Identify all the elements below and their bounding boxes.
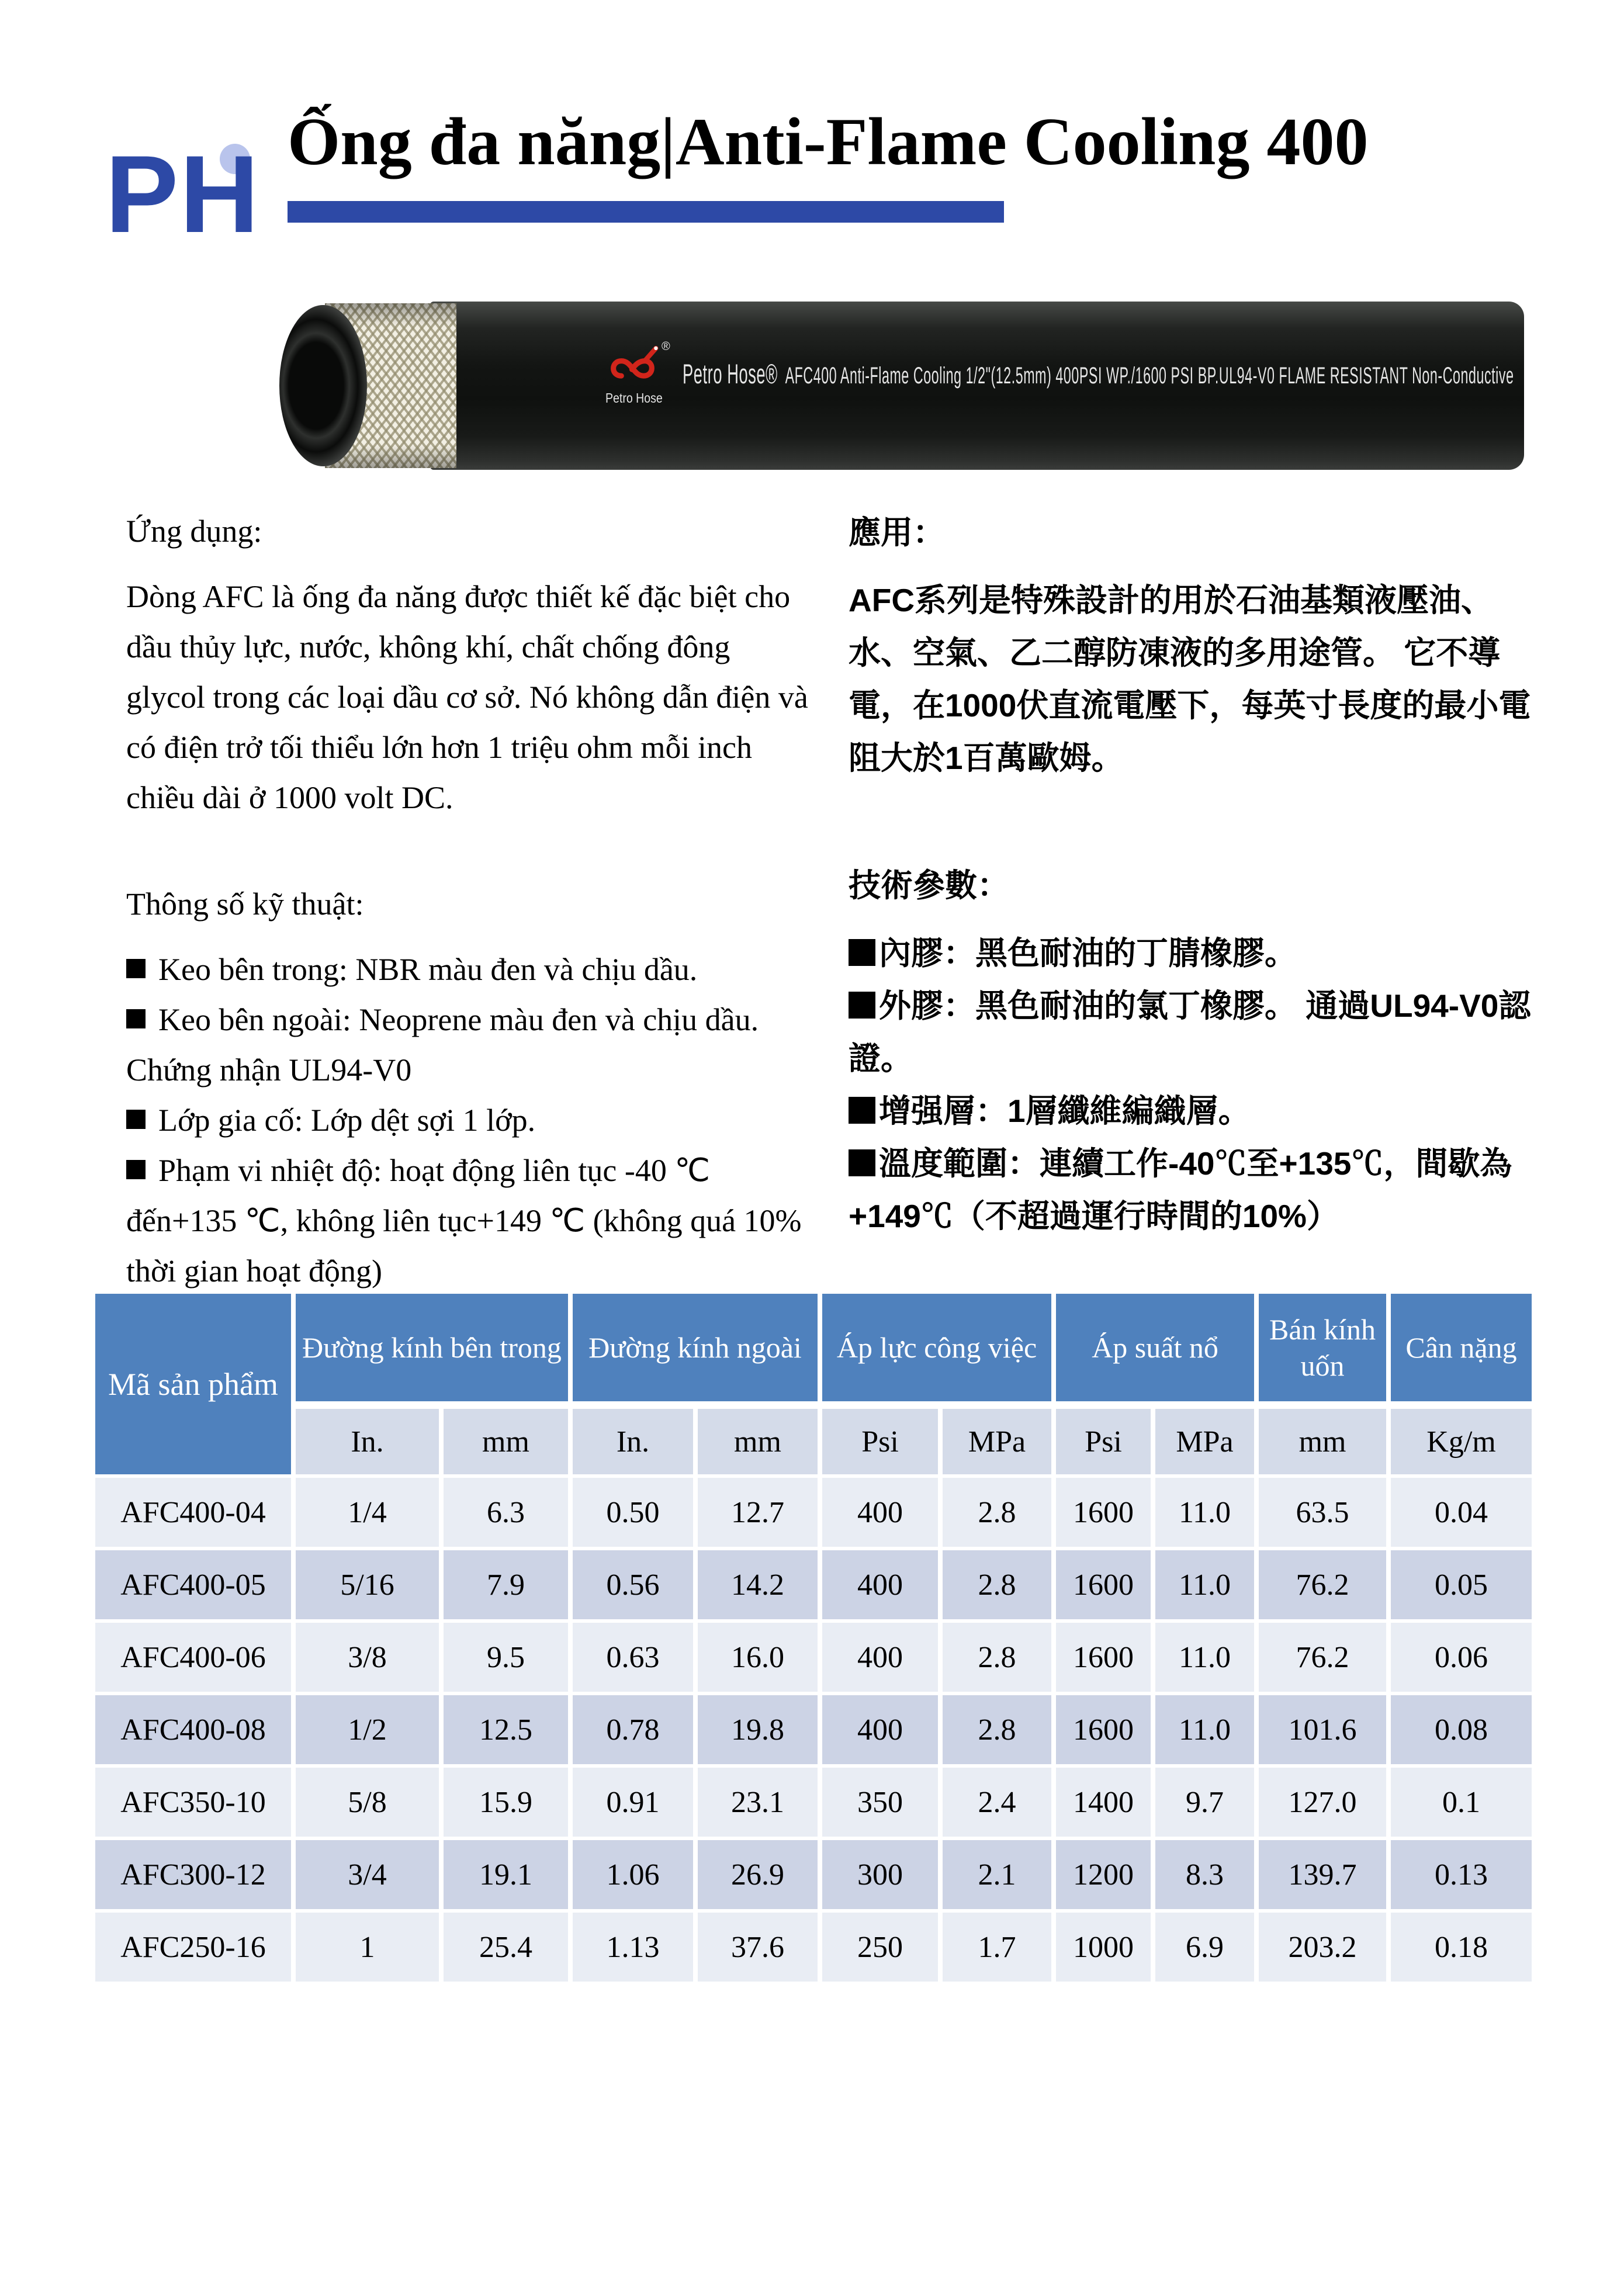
bullet-text: 內膠：黑色耐油的丁腈橡膠。 bbox=[879, 935, 1297, 971]
table-cell: 2.8 bbox=[943, 1478, 1056, 1550]
table-cell: 250 bbox=[822, 1913, 943, 1985]
table-cell: 0.91 bbox=[573, 1768, 698, 1840]
product-image bbox=[279, 302, 1524, 470]
table-row bbox=[95, 1478, 1536, 1550]
table-cell: 23.1 bbox=[698, 1768, 822, 1840]
table-cell: 12.5 bbox=[444, 1695, 573, 1768]
product-code-cell: AFC350-10 bbox=[95, 1768, 296, 1840]
table-cell: 1 bbox=[296, 1913, 444, 1985]
bullet-text: Phạm vi nhiệt độ: hoạt động liên tục -40 ℃ đến+135 ℃, không liên tục+149 ℃ (không quá 10% thời gian hoạt động) bbox=[126, 1153, 802, 1288]
table-unit-cell: mm bbox=[1259, 1409, 1391, 1478]
table-cell: 5/8 bbox=[296, 1768, 444, 1840]
table-cell: 63.5 bbox=[1259, 1478, 1391, 1550]
table-cell: 11.0 bbox=[1155, 1478, 1259, 1550]
bullet-square-icon bbox=[849, 939, 875, 966]
table-cell: 2.8 bbox=[943, 1695, 1056, 1768]
page-title: Ống đa năng|Anti-Flame Cooling 400 bbox=[288, 105, 1369, 179]
spec-bullet bbox=[849, 1137, 1537, 1242]
table-cell: 0.04 bbox=[1391, 1478, 1536, 1550]
table-cell: 0.18 bbox=[1391, 1913, 1536, 1985]
table-cell: 9.5 bbox=[444, 1623, 573, 1695]
spec-bullet bbox=[849, 979, 1537, 1085]
hose-print-spec: AFC400 Anti-Flame Cooling 1/2"(12.5mm) 400PSI WP./1600 PSI BP.UL94-V0 FLAME RESISTANT Non-Conductive bbox=[785, 363, 1514, 389]
chinese-column bbox=[849, 506, 1537, 1242]
logo-text: PH bbox=[105, 133, 261, 255]
table-cell: 1600 bbox=[1056, 1623, 1155, 1695]
product-code-cell: AFC400-08 bbox=[95, 1695, 296, 1768]
table-header-group: Đường kính ngoài bbox=[573, 1294, 822, 1409]
bullet-square-icon bbox=[126, 1160, 146, 1179]
table-cell: 3/4 bbox=[296, 1840, 444, 1913]
table-unit-cell: In. bbox=[296, 1409, 444, 1478]
table-cell: 3/8 bbox=[296, 1623, 444, 1695]
table-cell: 1400 bbox=[1056, 1768, 1155, 1840]
table-cell: 101.6 bbox=[1259, 1695, 1391, 1768]
table-cell: 1/4 bbox=[296, 1478, 444, 1550]
table-row bbox=[95, 1840, 1536, 1913]
table-cell: 11.0 bbox=[1155, 1695, 1259, 1768]
spec-bullet bbox=[126, 1145, 809, 1296]
table-header-group: Áp lực công việc bbox=[822, 1294, 1056, 1409]
table-cell: 203.2 bbox=[1259, 1913, 1391, 1985]
vietnamese-column bbox=[126, 506, 809, 1296]
table-header-group: Bán kính uốn bbox=[1259, 1294, 1391, 1409]
petro-hose-logo-icon bbox=[605, 344, 664, 387]
table-cell: 0.08 bbox=[1391, 1695, 1536, 1768]
table-unit-cell: mm bbox=[698, 1409, 822, 1478]
applications-heading-zh: 應用： bbox=[849, 514, 946, 550]
table-cell: 19.1 bbox=[444, 1840, 573, 1913]
bullet-square-icon bbox=[849, 1097, 875, 1124]
table-cell: 2.1 bbox=[943, 1840, 1056, 1913]
table-cell: 76.2 bbox=[1259, 1623, 1391, 1695]
product-code-cell: AFC400-04 bbox=[95, 1478, 296, 1550]
table-cell: 0.06 bbox=[1391, 1623, 1536, 1695]
applications-heading-vi: Ứng dụng: bbox=[126, 514, 262, 549]
hose-brand-caption: Petro Hose bbox=[605, 390, 663, 406]
bullet-square-icon bbox=[126, 1110, 146, 1129]
table-cell: 2.4 bbox=[943, 1768, 1056, 1840]
table-header-product-code: Mã sản phẩm bbox=[95, 1294, 296, 1478]
table-cell: 0.50 bbox=[573, 1478, 698, 1550]
table-cell: 1.06 bbox=[573, 1840, 698, 1913]
table-cell: 139.7 bbox=[1259, 1840, 1391, 1913]
table-cell: 8.3 bbox=[1155, 1840, 1259, 1913]
table-unit-cell: mm bbox=[444, 1409, 573, 1478]
table-cell: 7.9 bbox=[444, 1550, 573, 1623]
table-cell: 400 bbox=[822, 1695, 943, 1768]
bullet-square-icon bbox=[126, 1009, 146, 1028]
table-row bbox=[95, 1623, 1536, 1695]
specs-bullets-zh bbox=[849, 927, 1537, 1242]
spec-bullet bbox=[126, 944, 809, 995]
specs-bullets-vi bbox=[126, 944, 809, 1296]
table-cell: 76.2 bbox=[1259, 1550, 1391, 1623]
table-cell: 2.8 bbox=[943, 1550, 1056, 1623]
table-cell: 25.4 bbox=[444, 1913, 573, 1985]
spec-bullet bbox=[126, 995, 809, 1095]
bullet-text: 外膠：黑色耐油的氯丁橡膠。 通過UL94-V0認證。 bbox=[849, 988, 1531, 1076]
hose-brand-block bbox=[605, 340, 670, 406]
registered-mark: ® bbox=[662, 340, 670, 353]
title-block bbox=[288, 98, 1515, 223]
table-cell: 400 bbox=[822, 1478, 943, 1550]
table-cell: 2.8 bbox=[943, 1623, 1056, 1695]
title-underline bbox=[288, 201, 1004, 223]
hose-print-line bbox=[683, 358, 1514, 390]
table-row bbox=[95, 1768, 1536, 1840]
spec-bullet bbox=[849, 927, 1537, 979]
table-cell: 11.0 bbox=[1155, 1623, 1259, 1695]
table-row bbox=[95, 1913, 1536, 1985]
product-code-cell: AFC300-12 bbox=[95, 1840, 296, 1913]
table-cell: 350 bbox=[822, 1768, 943, 1840]
hose-body bbox=[430, 302, 1524, 470]
table-cell: 6.9 bbox=[1155, 1913, 1259, 1985]
applications-paragraph-vi: Dòng AFC là ống đa năng được thiết kế đặc biệt cho dầu thủy lực, nước, không khí, chất chống đông glycol trong các loại dầu cơ sở. Nó không dẫn điện và có điện trở tối thiểu lớn hơn 1 triệu ohm mỗi inch chiều dài ở 1000 volt DC. bbox=[126, 579, 808, 815]
table-header-group: Cân nặng bbox=[1391, 1294, 1536, 1409]
table-cell: 0.1 bbox=[1391, 1768, 1536, 1840]
table-cell: 11.0 bbox=[1155, 1550, 1259, 1623]
table-cell: 1/2 bbox=[296, 1695, 444, 1768]
hose-print-brand: Petro Hose® bbox=[683, 358, 778, 389]
table-cell: 16.0 bbox=[698, 1623, 822, 1695]
specs-heading-zh: 技術參數： bbox=[849, 867, 1010, 903]
bullet-text: Keo bên ngoài: Neoprene màu đen và chịu dầu. Chứng nhận UL94-V0 bbox=[126, 1002, 759, 1087]
table-cell: 6.3 bbox=[444, 1478, 573, 1550]
table-cell: 300 bbox=[822, 1840, 943, 1913]
table-cell: 1.13 bbox=[573, 1913, 698, 1985]
table-cell: 15.9 bbox=[444, 1768, 573, 1840]
specs-heading-vi: Thông số kỹ thuật: bbox=[126, 886, 364, 922]
bullet-square-icon bbox=[849, 992, 875, 1019]
table-cell: 1.7 bbox=[943, 1913, 1056, 1985]
table-header-group: Áp suất nổ bbox=[1056, 1294, 1259, 1409]
bullet-text: 溫度範圍：連續工作-40℃至+135℃，間歇為+149℃（不超過運行時間的10%） bbox=[849, 1145, 1512, 1234]
applications-paragraph-zh: AFC系列是特殊設計的用於石油基類液壓油、水、空氣、乙二醇防凍液的多用途管。 它不導電，在1000伏直流電壓下，每英寸長度的最小電阻大於1百萬歐姆。 bbox=[849, 582, 1531, 776]
table-cell: 26.9 bbox=[698, 1840, 822, 1913]
product-code-cell: AFC400-05 bbox=[95, 1550, 296, 1623]
table-unit-cell: MPa bbox=[1155, 1409, 1259, 1478]
table-unit-cell: Kg/m bbox=[1391, 1409, 1536, 1478]
table-row bbox=[95, 1695, 1536, 1768]
table-cell: 1600 bbox=[1056, 1695, 1155, 1768]
product-code-cell: AFC400-06 bbox=[95, 1623, 296, 1695]
spec-bullet bbox=[849, 1085, 1537, 1137]
table-cell: 1200 bbox=[1056, 1840, 1155, 1913]
table-cell: 1600 bbox=[1056, 1550, 1155, 1623]
bullet-square-icon bbox=[126, 959, 146, 978]
table-cell: 5/16 bbox=[296, 1550, 444, 1623]
table-cell: 12.7 bbox=[698, 1478, 822, 1550]
table-cell: 37.6 bbox=[698, 1913, 822, 1985]
spec-table bbox=[95, 1294, 1536, 1985]
table-row bbox=[95, 1550, 1536, 1623]
table-cell: 9.7 bbox=[1155, 1768, 1259, 1840]
company-logo bbox=[105, 133, 351, 314]
table-cell: 0.78 bbox=[573, 1695, 698, 1768]
bullet-text: Keo bên trong: NBR màu đen và chịu dầu. bbox=[158, 952, 698, 987]
table-cell: 0.13 bbox=[1391, 1840, 1536, 1913]
bullet-text: Lớp gia cố: Lớp dệt sợi 1 lớp. bbox=[158, 1103, 536, 1138]
table-header-group: Đường kính bên trong bbox=[296, 1294, 573, 1409]
table-cell: 0.05 bbox=[1391, 1550, 1536, 1623]
table-cell: 1600 bbox=[1056, 1478, 1155, 1550]
bullet-text: 增强層：1層纖維編織層。 bbox=[879, 1093, 1251, 1129]
spec-bullet bbox=[126, 1095, 809, 1145]
table-cell: 127.0 bbox=[1259, 1768, 1391, 1840]
table-unit-cell: Psi bbox=[822, 1409, 943, 1478]
table-cell: 14.2 bbox=[698, 1550, 822, 1623]
table-unit-cell: Psi bbox=[1056, 1409, 1155, 1478]
table-cell: 1000 bbox=[1056, 1913, 1155, 1985]
table-cell: 400 bbox=[822, 1623, 943, 1695]
table-unit-cell: MPa bbox=[943, 1409, 1056, 1478]
bullet-square-icon bbox=[849, 1149, 875, 1176]
table-cell: 19.8 bbox=[698, 1695, 822, 1768]
hose-cut-end bbox=[279, 305, 367, 466]
table-cell: 0.56 bbox=[573, 1550, 698, 1623]
product-code-cell: AFC250-16 bbox=[95, 1913, 296, 1985]
table-cell: 400 bbox=[822, 1550, 943, 1623]
table-cell: 0.63 bbox=[573, 1623, 698, 1695]
table-unit-cell: In. bbox=[573, 1409, 698, 1478]
